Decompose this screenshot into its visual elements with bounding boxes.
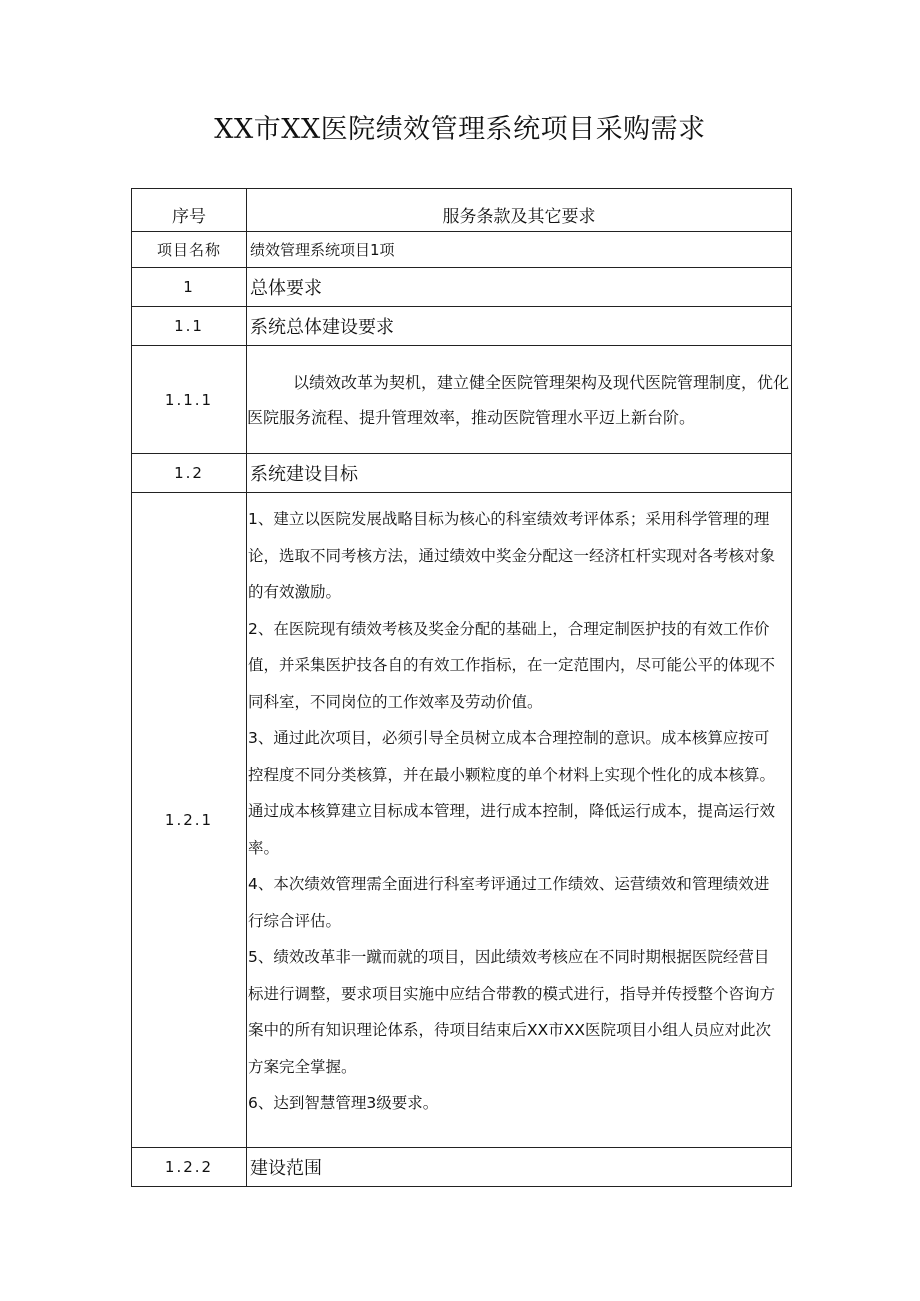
row-number: 1.1: [132, 307, 247, 346]
section-heading: 系统建设目标: [247, 454, 792, 493]
list-item: 1、建立以医院发展战略目标为核心的科室绩效考评体系；采用科学管理的理论，选取不同考核方法，通过绩效中奖金分配这一经济杠杆实现对各考核对象的有效激励。: [248, 510, 776, 601]
row-number: 1.2.2: [132, 1148, 247, 1187]
section-heading: 总体要求: [247, 268, 792, 307]
section-heading: 系统总体建设要求: [247, 307, 792, 346]
list-item: 2、在医院现有绩效考核及奖金分配的基础上，合理定制医护技的有效工作价值，并采集医护技各自的有效工作指标，在一定范围内，尽可能公平的体现不同科室，不同岗位的工作效率及劳动价值。: [248, 619, 776, 711]
list-item: 3、通过此次项目，必须引导全员树立成本合理控制的意识。成本核算应按可控程度不同分类核算，并在最小颗粒度的单个材料上实现个性化的成本核算。通过成本核算建立目标成本管理，进行成本控制，降低运行成本，提高运行效率。: [248, 729, 776, 857]
table-header-row: [132, 189, 792, 232]
row-number: 1.1.1: [132, 346, 247, 454]
table-row: [132, 454, 792, 493]
table-row: [132, 346, 792, 454]
project-name-value: 绩效管理系统项目1项: [247, 232, 792, 268]
list-item: 6、达到智慧管理3级要求。: [248, 1094, 439, 1112]
list-item: 5、绩效改革非一蹴而就的项目，因此绩效考核应在不同时期根据医院经营目标进行调整，要求项目实施中应结合带教的模式进行，指导并传授整个咨询方案中的所有知识理论体系，待项目结束后XX市XX医院项目小组人员应对此次方案完全掌握。: [248, 948, 776, 1076]
section-heading: 建设范围: [247, 1148, 792, 1187]
header-requirements: 服务条款及其它要求: [247, 189, 792, 232]
row-number: 1.2.1: [132, 493, 247, 1148]
row-number: 1: [132, 268, 247, 307]
table-row: [132, 1148, 792, 1187]
list-item: 4、本次绩效管理需全面进行科室考评通过工作绩效、运营绩效和管理绩效进行综合评估。: [248, 875, 770, 930]
row-number: 1.2: [132, 454, 247, 493]
requirements-table: [131, 188, 792, 1187]
document-title: XX市XX医院绩效管理系统项目采购需求: [214, 114, 706, 145]
table-row: [132, 493, 792, 1148]
project-name-row: [132, 232, 792, 268]
requirement-list: [247, 493, 792, 1148]
project-name-label: 项目名称: [132, 232, 247, 268]
header-seq: 序号: [132, 189, 247, 232]
table-row: [132, 307, 792, 346]
table-row: [132, 268, 792, 307]
requirement-paragraph: 以绩效改革为契机，建立健全医院管理架构及现代医院管理制度，优化医院服务流程、提升管理效率，推动医院管理水平迈上新台阶。: [247, 346, 792, 454]
